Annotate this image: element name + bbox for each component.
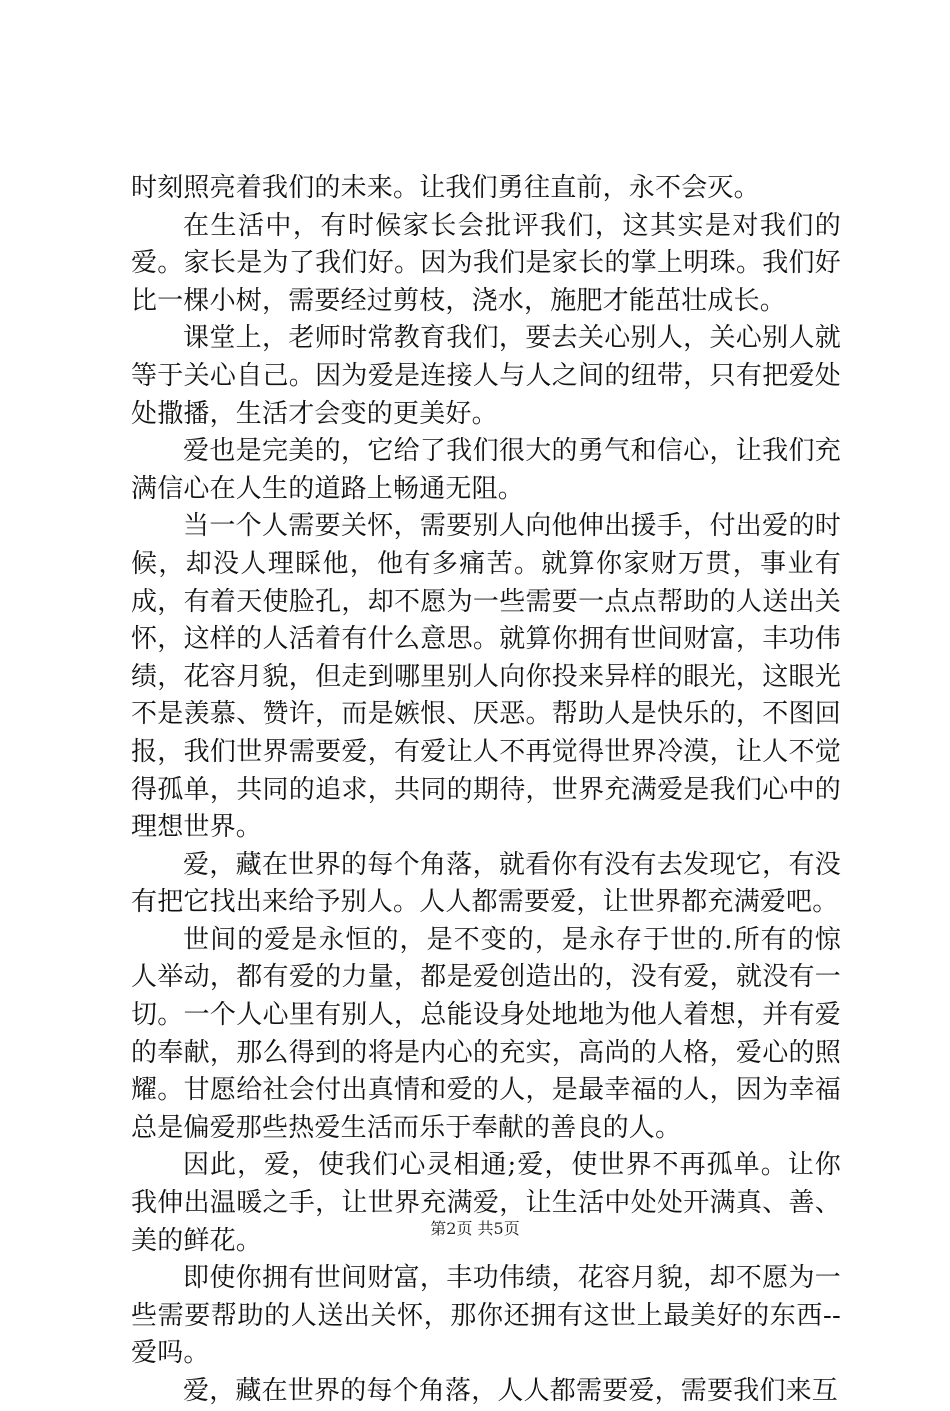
- paragraph-5: 当一个人需要关怀，需要别人向他伸出援手，付出爱的时候，却没人理睬他，他有多痛苦。就算你家财万贯，事业有成，有着天使脸孔，却不愿为一些需要一点点帮助的人送出关怀，这样的人活着有什么意思。就算你拥有世间财富，丰功伟绩，花容月貌，但走到哪里别人向你投来异样的眼光，这眼光不是羡慕、赞许，而是嫉恨、厌恶。帮助人是快乐的，不图回报，我们世界需要爱，有爱让人不再觉得世界冷漠，让人不觉得孤单，共同的追求，共同的期待，世界充满爱是我们心中的理想世界。: [131, 511, 841, 843]
- paragraph-9: 即使你拥有世间财富，丰功伟绩，花容月貌，却不愿为一些需要帮助的人送出关怀，那你还拥有这世上最美好的东西--爱吗。: [131, 1263, 841, 1369]
- paragraph-2: 在生活中，有时候家长会批评我们，这其实是对我们的爱。家长是为了我们好。因为我们是家长的掌上明珠。我们好比一棵小树，需要经过剪枝，浇水，施肥才能茁壮成长。: [131, 210, 841, 316]
- paragraph-1: 时刻照亮着我们的未来。让我们勇往直前，永不会灭。: [131, 173, 760, 203]
- paragraph-8: 因此，爱，使我们心灵相通;爱，使世界不再孤单。让你我伸出温暖之手，让世界充满爱，让生活中处处开满真、善、美的鲜花。: [131, 1150, 841, 1256]
- page-number-footer: 第2页 共5页: [430, 1219, 520, 1238]
- paragraph-3: 课堂上，老师时常教育我们，要去关心别人，关心别人就等于关心自己。因为爱是连接人与人之间的纽带，只有把爱处处撒播，生活才会变的更美好。: [131, 323, 841, 429]
- paragraph-4: 爱也是完美的，它给了我们很大的勇气和信心，让我们充满信心在人生的道路上畅通无阻。: [131, 436, 841, 504]
- paragraph-10: 爱，藏在世界的每个角落，人人都需要爱，需要我们来互: [183, 1376, 839, 1406]
- paragraph-6: 爱，藏在世界的每个角落，就看你有没有去发现它，有没有把它找出来给予别人。人人都需要爱，让世界都充满爱吧。: [131, 849, 841, 918]
- paragraph-7: 世间的爱是永恒的，是不变的，是永存于世的.所有的惊人举动，都有爱的力量，都是爱创造出的，没有爱，就没有一切。一个人心里有别人，总能设身处地地为他人着想，并有爱的奉献，那么得到的将是内心的充实，高尚的人格，爱心的照耀。甘愿给社会付出真情和爱的人，是最幸福的人，因为幸福总是偏爱那些热爱生活而乐于奉献的善良的人。: [131, 924, 841, 1143]
